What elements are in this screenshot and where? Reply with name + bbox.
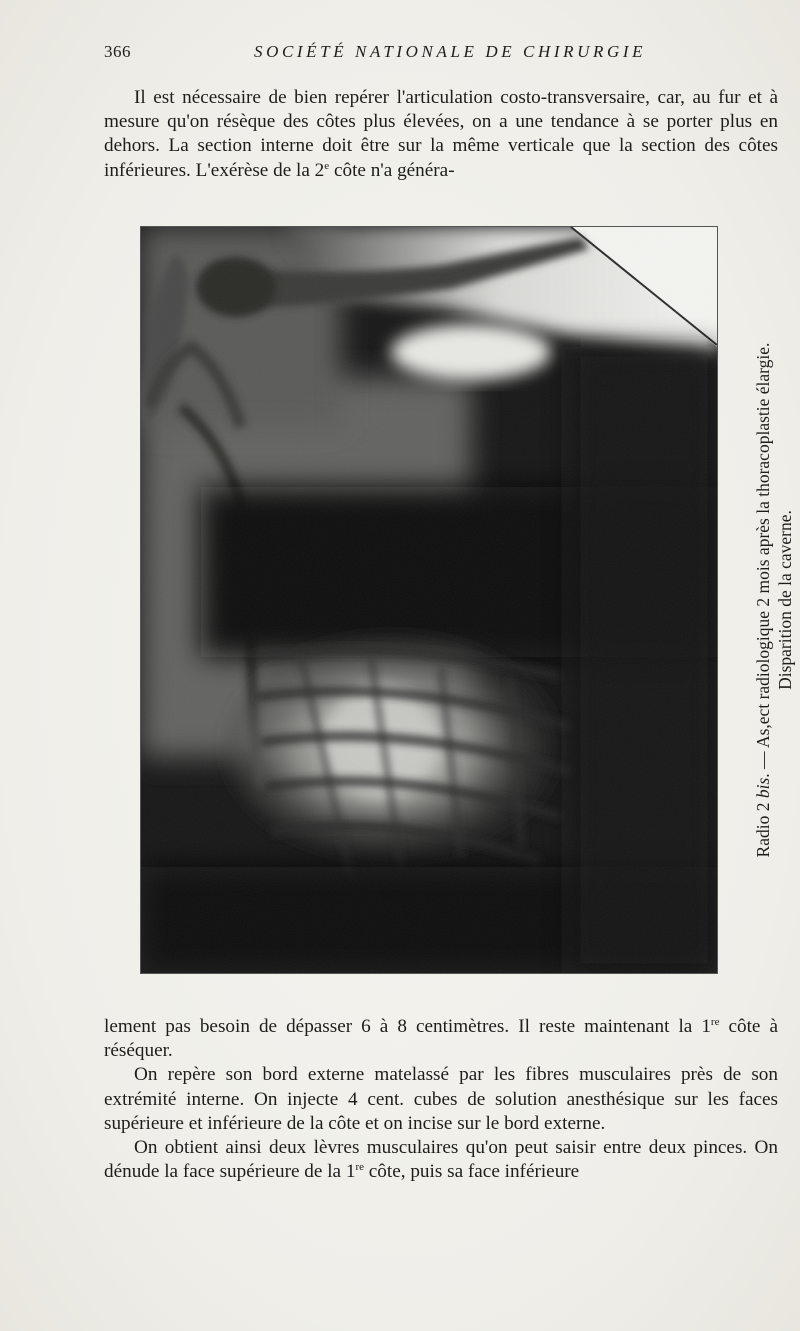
journal-title: SOCIÉTÉ NATIONALE DE CHIRURGIE xyxy=(254,42,647,61)
caption-text: . — As,ect radiologique 2 mois après la thoracoplastie élargie. xyxy=(753,342,773,778)
paragraph-text-end: côte n'a généra- xyxy=(329,159,455,181)
paragraph-3-text: On obtient ainsi deux lèvres musculaires qu'on peut saisir entre deux pinces. On dénude la face supérieure de la 1 xyxy=(104,1137,778,1183)
running-header xyxy=(104,42,780,66)
paragraph-3 xyxy=(104,1136,778,1184)
paragraph-2: On repère son bord externe matelassé par les fibres musculaires près de son extrémité interne. On injecte 4 cent. cubes de solution anesthésique sur les faces supérieure et inférieure de la côte et on incise sur le bord externe. xyxy=(104,1064,778,1134)
page-number: 366 xyxy=(104,42,131,61)
paragraph-1-text: lement pas besoin de dépasser 6 à 8 centimètres. Il reste maintenant la 1 xyxy=(104,1016,711,1037)
body-text-bottom xyxy=(104,1015,778,1184)
paragraph-text: Il est nécessaire de bien repérer l'articulation costo-transversaire, car, au fur et à mesure qu'on résèque des côtes plus élevées, on a une tendance à se porter plus en dehors. La section interne doit être sur la même verticale que la section des côtes inférieures. L'exérèse de la 2 xyxy=(104,87,778,181)
paragraph xyxy=(104,86,778,183)
figure-caption xyxy=(752,290,800,910)
caption-label-italic: bis xyxy=(753,777,773,799)
paragraph-1 xyxy=(104,1015,778,1063)
caption-line-1 xyxy=(752,290,774,910)
paragraph-3-end: côte, puis sa face inférieure xyxy=(363,1161,580,1183)
radiograph-figure xyxy=(140,226,718,974)
ordinal-superscript: e xyxy=(324,159,330,172)
ordinal-superscript: re xyxy=(710,1016,720,1028)
paragraph-1-end: côte à réséquer. xyxy=(104,1016,778,1062)
caption-line-2: Disparition de la caverne. xyxy=(775,510,795,690)
chest-radiograph-image xyxy=(141,227,717,973)
caption-label: Radio 2 xyxy=(753,798,773,858)
ordinal-superscript: re xyxy=(355,1161,364,1174)
body-text-top xyxy=(104,86,778,183)
